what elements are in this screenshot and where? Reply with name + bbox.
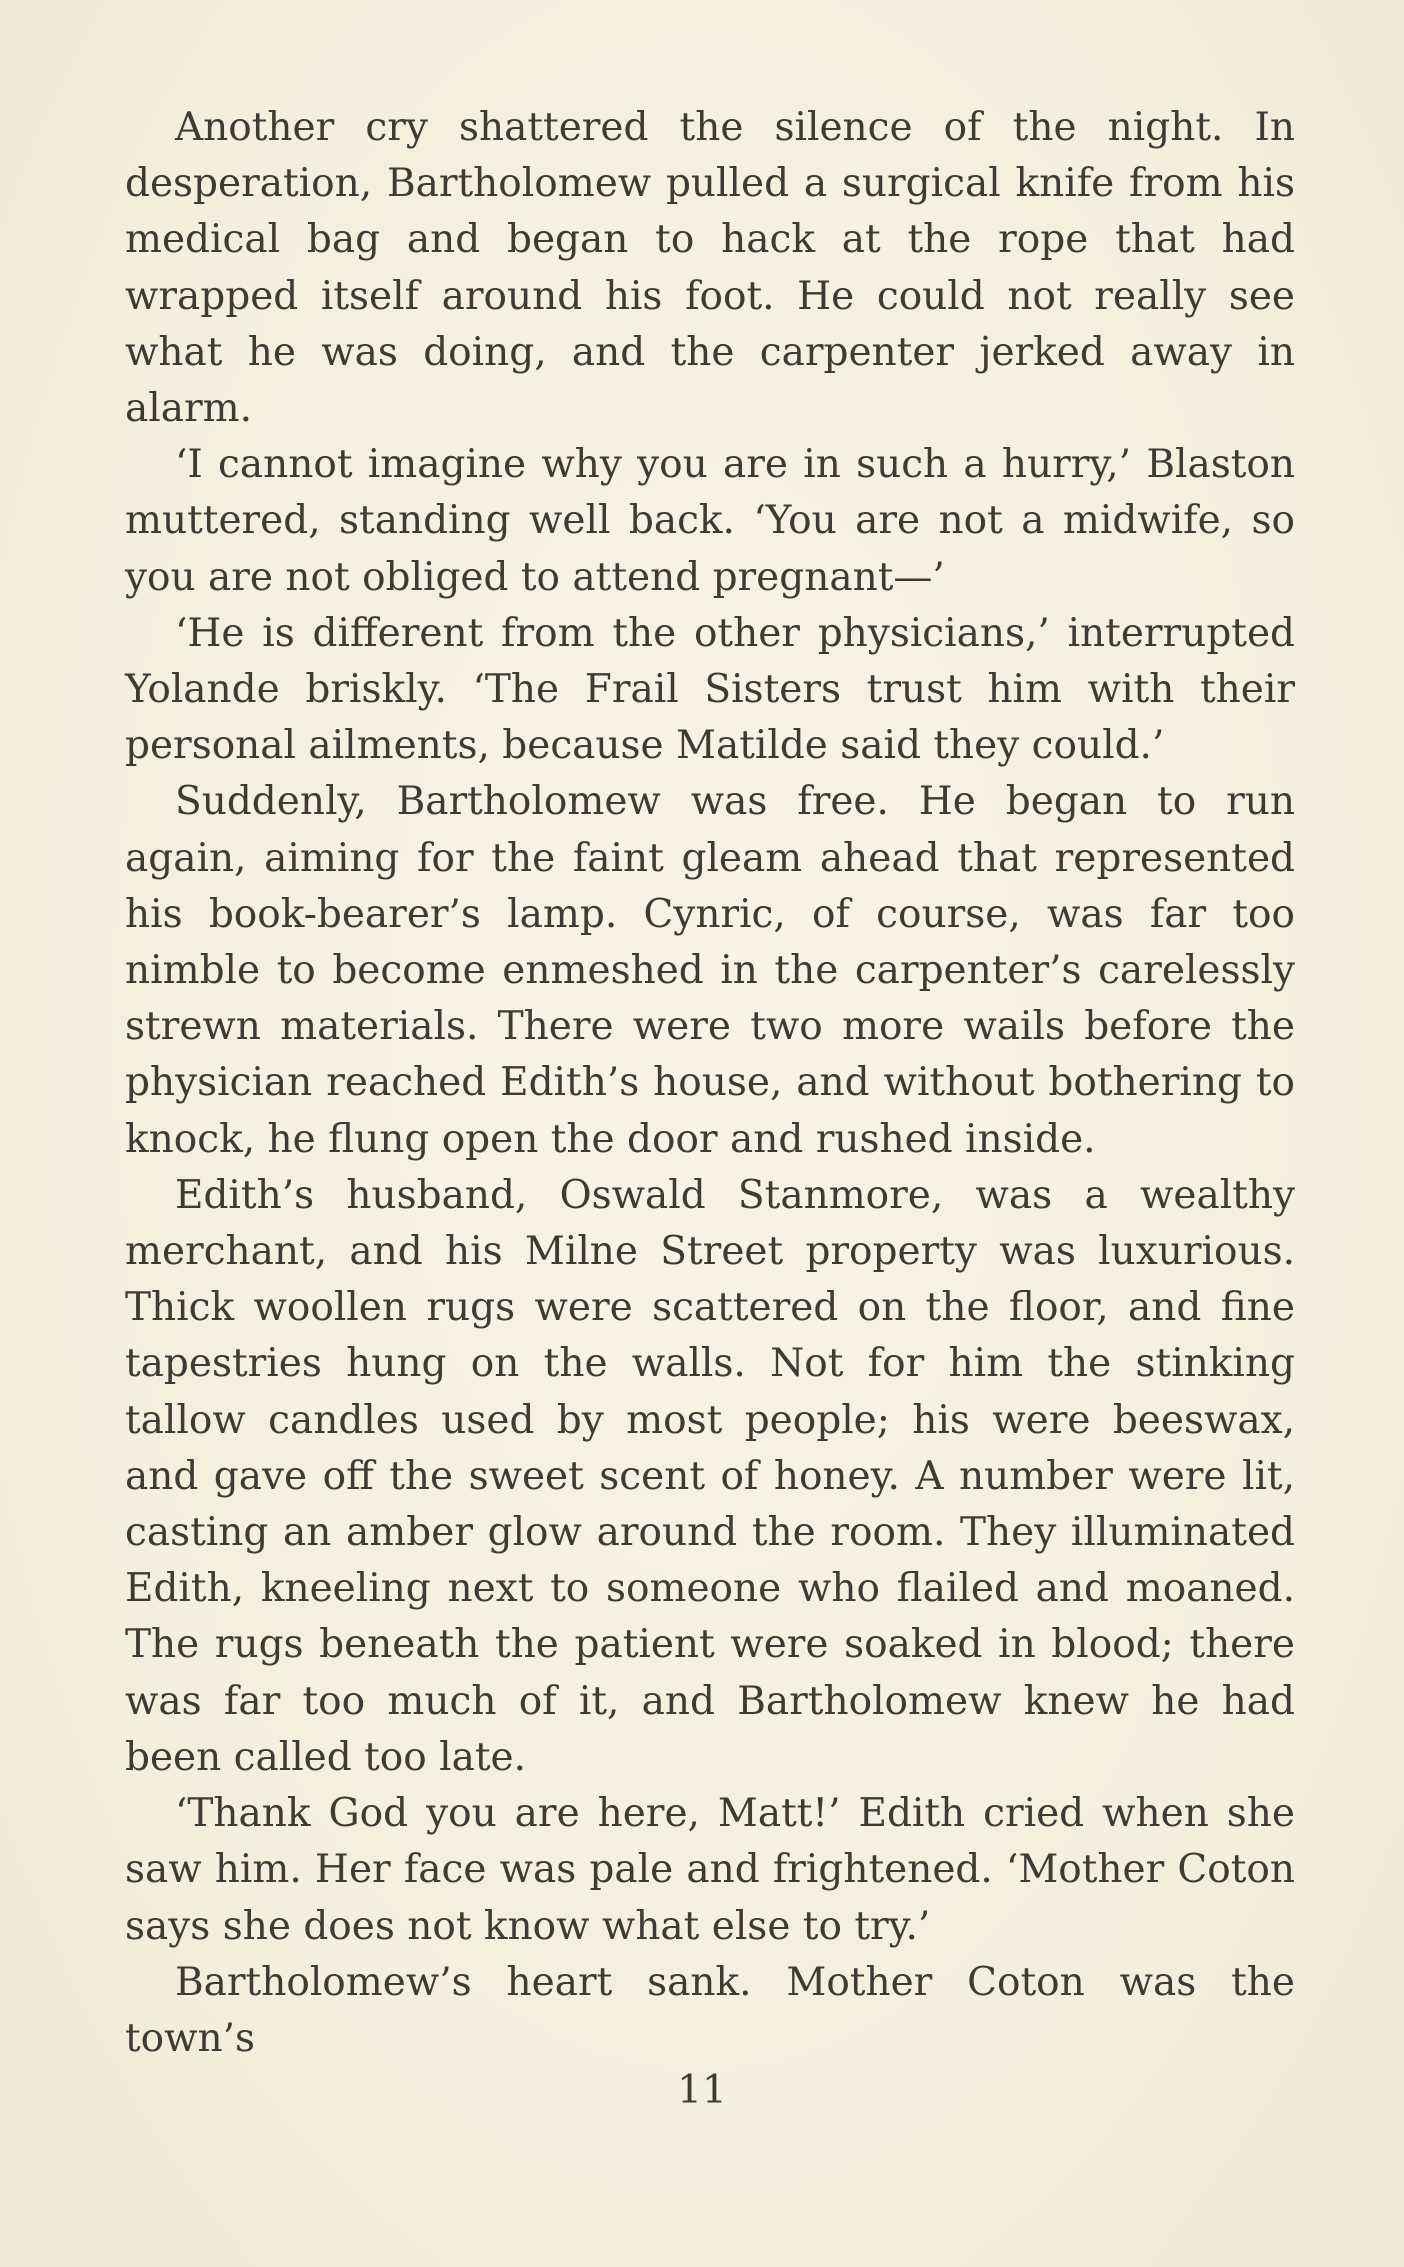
page-number: 11	[677, 2068, 727, 2113]
paragraph-1: Another cry shattered the silence of the night. In desperation, Bartholomew pulled a surgical knife from his medical bag and began to hack at the rope that had wrapped itself around his foot. He could not really see what he was doing, and the carpenter jerked away in alarm.	[125, 105, 1295, 432]
body-text	[125, 100, 1295, 2067]
paragraph-3: ‘He is different from the other physicians,’ interrupted Yolande briskly. ‘The Frail Sisters trust him with their personal ailments, because Matilde said they could.’	[125, 610, 1295, 769]
paragraph-7: Bartholomew’s heart sank. Mother Coton was the town’s	[125, 1959, 1295, 2061]
paragraph-5: Edith’s husband, Oswald Stanmore, was a wealthy merchant, and his Milne Street property was luxurious. Thick woollen rugs were scattered on the floor, and fine tapestries hung on the walls. Not for him the stinking tallow candles used by most people; his were beeswax, and gave off the sweet scent of honey. A number were lit, casting an amber glow around the room. They illuminated Edith, kneeling next to someone who flailed and moaned. The rugs beneath the patient were soaked in blood; there was far too much of it, and Bartholomew knew he had been called too late.	[125, 1172, 1295, 1780]
paragraph-2: ‘I cannot imagine why you are in such a hurry,’ Blaston muttered, standing well back. ‘You are not a midwife, so you are not obliged to attend pregnant—’	[125, 442, 1295, 600]
paragraph-6: ‘Thank God you are here, Matt!’ Edith cried when she saw him. Her face was pale and frightened. ‘Mother Coton says she does not know what else to try.’	[125, 1791, 1295, 1949]
paragraph-4: Suddenly, Bartholomew was free. He began to run again, aiming for the faint gleam ahead that represented his book-bearer’s lamp. Cynric, of course, was far too nimble to become enmeshed in the carpenter’s carelessly strewn materials. There were two more wails before the physician reached Edith’s house, and without bothering to knock, he flung open the door and rushed inside.	[125, 779, 1295, 1162]
